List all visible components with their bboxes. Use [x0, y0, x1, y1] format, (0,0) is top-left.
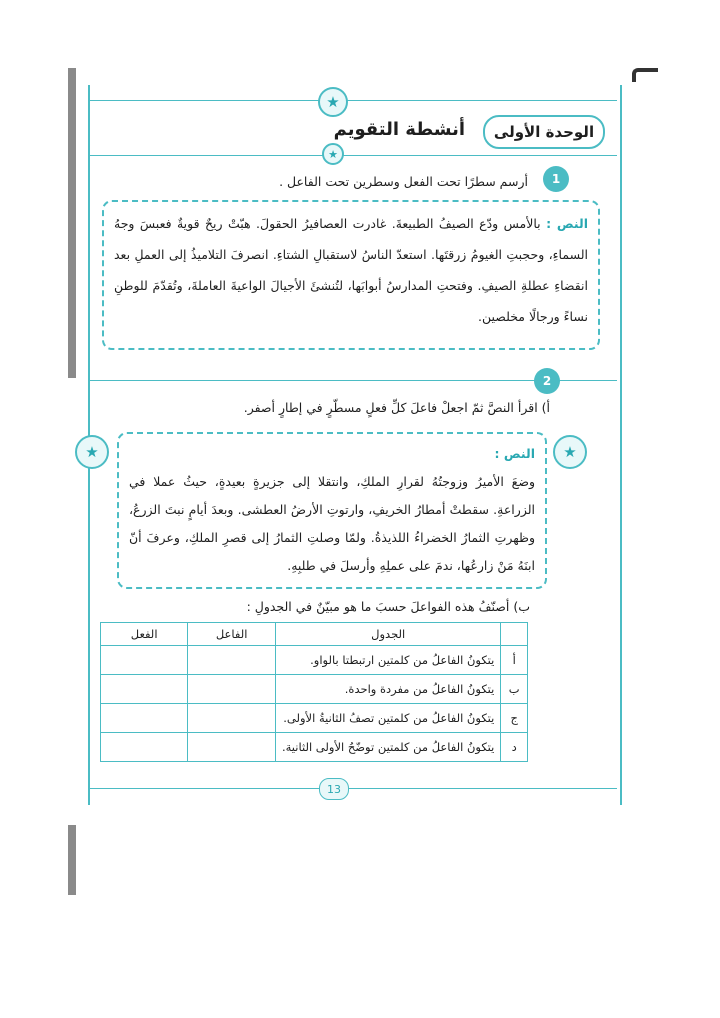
table-header-letter — [501, 623, 528, 646]
activity2-instruction-a: أ) اقرأ النصَّ ثمّ اجعلْ فاعلَ كلِّ فعلٍ مسطّرٍ في إطارٍ أصفر. — [243, 400, 550, 415]
table-header-subject: الفاعل — [188, 623, 276, 646]
activity1-instruction: أرسم سطرًا تحت الفعل وسطرين تحت الفاعل . — [279, 174, 528, 189]
table-row-description: يتكونُ الفاعلُ من كلمتين تصفُ الثانيةُ الأولى. — [275, 704, 500, 733]
table-row-letter: أ — [501, 646, 528, 675]
activity2-passage — [129, 440, 535, 580]
activity2-number-badge: 2 — [534, 368, 560, 394]
page-title: أنشطة التقويم — [333, 119, 465, 140]
top-star-medallion-icon: ★ — [318, 87, 348, 117]
activity1-text: بالأمس ودّع الصيفُ الطبيعةَ. غادرت العصافيرُ الحقولَ. هبّتْ ريحٌ قويةٌ فعبسَ وجهُ السماءِ، وحجبتِ الغيومُ زرقتَها. استعدّ الناسُ لاستقبالِ الشتاءِ. انصرفَ التلاميذُ إلى العملِ بعد انقضاءِ عطلةِ الصيفِ. وفتحتِ المدارسُ أبوابَها، لتُنشئَ الأجيالَ الواعيةَ العاملةَ، وتُقدّمَ للوطنِ نساءً ورجالًا مخلصين. — [114, 216, 588, 324]
table-header-verb: الفعل — [101, 623, 188, 646]
activity1-number-badge: 1 — [543, 166, 569, 192]
scan-left-edge-lower — [68, 825, 76, 895]
header-star-medallion-icon: ★ — [322, 143, 344, 165]
subject-answer-cell[interactable] — [188, 733, 276, 762]
page-number: 13 — [319, 778, 349, 800]
verb-answer-cell[interactable] — [101, 646, 188, 675]
table-row-description: يتكونُ الفاعلُ من كلمتين توضّحُ الأولى الثانية. — [275, 733, 500, 762]
activity2-text-box — [117, 432, 547, 589]
table-row-letter: د — [501, 733, 528, 762]
subject-answer-cell[interactable] — [188, 646, 276, 675]
verb-answer-cell[interactable] — [101, 704, 188, 733]
right-star-medallion-icon: ★ — [553, 435, 587, 469]
classification-table — [100, 622, 528, 762]
table-row-letter: ج — [501, 704, 528, 733]
left-star-medallion-icon: ★ — [75, 435, 109, 469]
table-row — [101, 646, 528, 675]
activity2-text: وضعَ الأميرُ وزوجتُهُ لقرارِ الملكِ، وانتقلا إلى جزيرةٍ بعيدةٍ، حيثُ عملا في الزراعةِ. سقطتْ أمطارُ الخريفِ، وارتوتِ الأرضُ العطشى. وبعدَ أيامٍ نبتَ الزرعُ، وظهرتِ الثمارُ الخضراءُ اللذيذةُ. ولمّا وصلتِ الثمارُ إلى قصرِ الملكِ، وعرفَ أنّ ابنَهُ مَنْ زارعُها، ندمَ على عملِهِ وأرسلَ في طلبِهِ. — [129, 474, 535, 573]
header — [100, 113, 605, 149]
activity1-text-label: النص : — [546, 216, 588, 231]
verb-answer-cell[interactable] — [101, 675, 188, 704]
verb-answer-cell[interactable] — [101, 733, 188, 762]
table-header-description: الجدول — [275, 623, 500, 646]
table-row — [101, 704, 528, 733]
header-ornament-line — [90, 155, 617, 156]
table-row — [101, 675, 528, 704]
table-row — [101, 733, 528, 762]
activity2-instruction-b: ب) أصنّفُ هذه الفواعلَ حسبَ ما هو مبيّنٌ في الجدولِ : — [246, 599, 530, 614]
activity2-text-label: النص : — [494, 446, 535, 461]
subject-answer-cell[interactable] — [188, 675, 276, 704]
table-row-description: يتكونُ الفاعلُ من مفردة واحدة. — [275, 675, 500, 704]
top-ornament-line — [90, 100, 617, 101]
table-row-description: يتكونُ الفاعلُ من كلمتين ارتبطتا بالواو. — [275, 646, 500, 675]
table-header-row — [101, 623, 528, 646]
bottom-ornament-line — [90, 788, 617, 789]
unit-label: الوحدة الأولى — [483, 115, 605, 149]
table-row-letter: ب — [501, 675, 528, 704]
scan-corner-mark — [632, 68, 658, 82]
activity1-text-box — [102, 200, 600, 350]
subject-answer-cell[interactable] — [188, 704, 276, 733]
scan-left-edge — [68, 68, 76, 378]
activity1-passage — [114, 208, 588, 332]
